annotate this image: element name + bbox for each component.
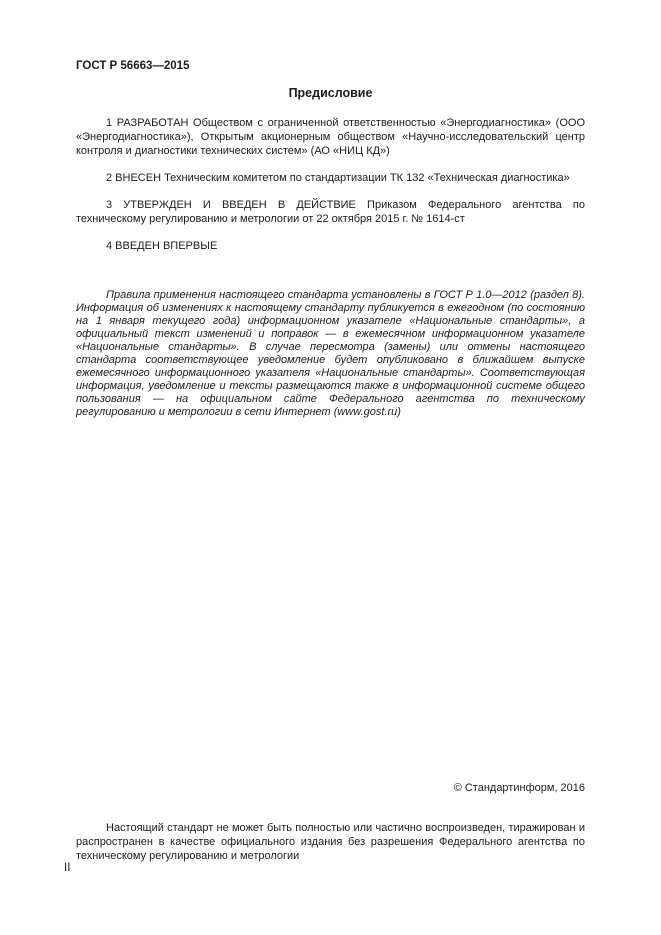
paragraph-submitted: 2 ВНЕСЕН Техническим комитетом по стандартизации ТК 132 «Техническая диагностика»: [106, 172, 570, 184]
paragraph-introduced: 4 ВВЕДЕН ВПЕРВЫЕ: [106, 240, 218, 252]
paragraph-approved: 3 УТВЕРЖДЕН И ВВЕДЕН В ДЕЙСТВИЕ Приказом Федерального агентства по техническому регулированию и метрологии от 22 октября 2015 г. № 1614-ст: [76, 199, 585, 225]
page-content: [76, 60, 585, 419]
reproduction-disclaimer: Настоящий стандарт не может быть полностью или частично воспроизведен, тиражирован и распространен в качестве официального издания без разрешения Федерального агентства по техническому регулированию и метрологии: [76, 822, 585, 862]
document-number: ГОСТ Р 56663—2015: [76, 60, 190, 72]
page-title: Предисловие: [288, 86, 373, 100]
application-rules-note: Правила применения настоящего стандарта установлены в ГОСТ Р 1.0—2012 (раздел 8). Информация об изменениях к настоящему стандарту публикуется в ежегодном (по состоянию на 1 января текущего года) информационном указателе «Национальные стандарты», а официальный текст изменений и поправок — в ежемесячном информационном указателе «Национальные стандарты». В случае пересмотра (замены) или отмены настоящего стандарта соответствующее уведомление будет опубликовано в ближайшем выпуске ежемесячного информационного указателя «Национальные стандарты». Соответствующая информация, уведомление и тексты размещаются также в информационной системе общего пользования — на официальном сайте Федерального агентства по техническому регулированию и метрологии в сети Интернет (www.gost.ru): [76, 289, 585, 418]
copyright-notice: © Стандартинформ, 2016: [453, 782, 585, 794]
page-number: II: [64, 862, 71, 874]
paragraph-developed: 1 РАЗРАБОТАН Обществом с ограниченной ответственностью «Энергодиагностика» (ООО «Энергодиагностика»), Открытым акционерным обществом «Научно-исследовательский центр контроля и диагностики технических систем» (АО «НИЦ КД»): [76, 117, 585, 157]
